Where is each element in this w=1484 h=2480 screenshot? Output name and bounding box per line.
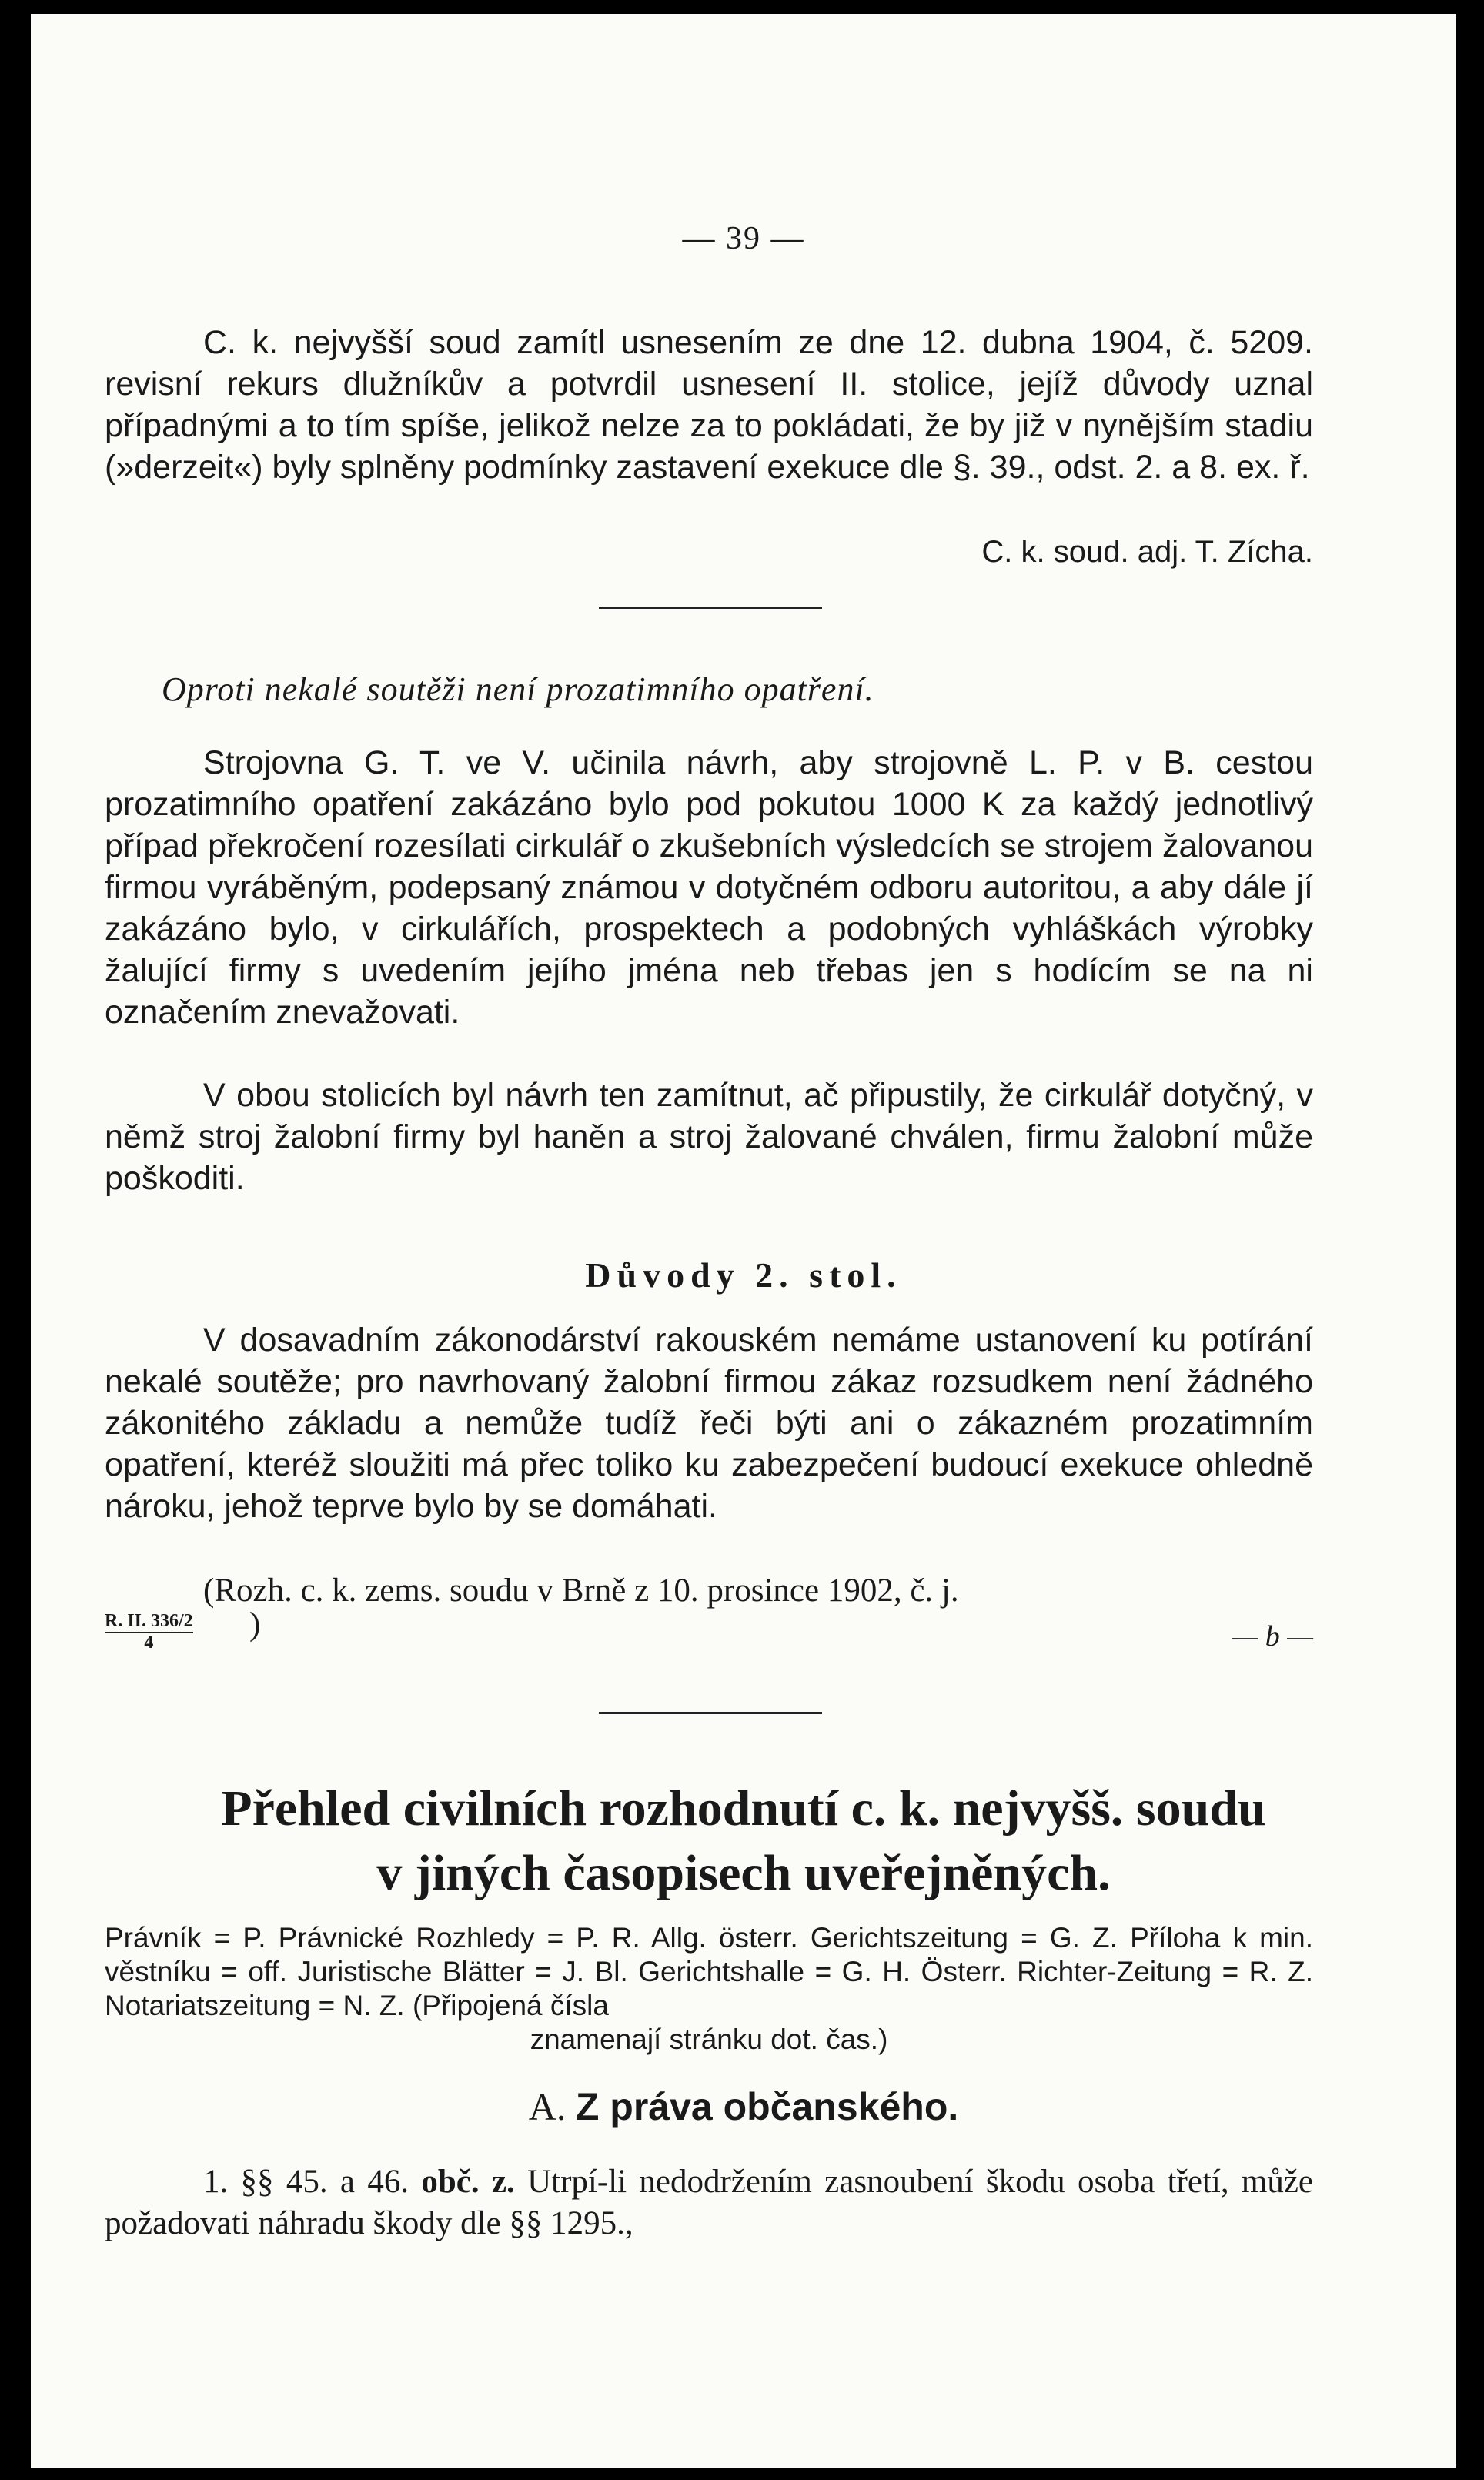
item-1-text: Utrpí-li nedodržením zasnoubení škodu osoba třetí, může požadovati náhradu škody dle §§ 1295., xyxy=(105,2164,1314,2241)
citation-signature: — b — xyxy=(1232,1620,1313,1653)
citation-reference xyxy=(105,1612,193,1652)
reasons-heading: Důvody 2. stol. xyxy=(585,1255,902,1295)
subsection-title: Z práva občanského. xyxy=(575,2085,959,2128)
citation-line: (Rozh. c. k. zems. soudu v Brně z 10. prosince 1902, č. j. xyxy=(203,1573,959,1609)
decision2-lower-courts-paragraph: V obou stolicích byl návrh ten zamítnut, ač připustily, že cirkulář dotyčný, v němž stroj žalobní firmy byl haněn a stroj žalované chválen, firmu žalobní může poškoditi. xyxy=(105,1077,1313,1197)
section-title-line1: Přehled civilních rozhodnutí c. k. nejvyšš. soudu xyxy=(221,1780,1266,1837)
decision1-signature: C. k. soud. adj. T. Zícha. xyxy=(981,535,1313,569)
item-1-code: obč. z. xyxy=(421,2164,515,2200)
subsection-heading xyxy=(31,2084,1456,2129)
reasons-paragraph: V dosavadním zákonodárství rakouském nemáme ustanovení ku potírání nekalé soutěže; pro navrhovaný žalobní firmou zákaz rozsudkem není žádného zákonitého základu a nemůže tudíž řeči býti ani o zákazném prozatimním opatření, kteréž sloužiti má přec toliko ku zabezpečení budoucí exekuce ohledně nároku, jehož teprve bylo by se domáhati. xyxy=(105,1322,1313,1525)
abbreviations-block xyxy=(105,1921,1313,2057)
decision1-paragraph: C. k. nejvyšší soud zamítl usnesením ze dne 12. dubna 1904, č. 5209. revisní rekurs dlužníkův a potvrdil usnesení II. stolice, jejíž důvody uznal případnými a to tím spíše, jelikož nelze za to pokládati, že by již v nynějším stadiu (»derzeit«) byly splněny podmínky zastavení exekuce dle §. 39., odst. 2. a 8. ex. ř. xyxy=(105,324,1313,486)
separator-rule xyxy=(599,607,822,609)
decision2-title: Oproti nekalé soutěži není prozatimního opatření. xyxy=(162,670,874,708)
separator-rule-2 xyxy=(599,1712,822,1714)
abbreviations-text: Právník = P. Právnické Rozhledy = P. R. Allg. österr. Gerichtszeitung = G. Z. Příloha k min. věstníku = off. Juristische Blätter = J. Bl. Gerichtshalle = G. H. Österr. Richter-Zeitung = R. Z. Notariatszeitung = N. Z. (Připojená čísla xyxy=(105,1922,1313,2021)
document-page xyxy=(31,14,1456,2468)
subsection-prefix: A. xyxy=(528,2085,567,2128)
citation-ref-number: R. II. 336/2 xyxy=(105,1612,193,1633)
section-title-line2: v jiných časopisech uveřejněných. xyxy=(376,1845,1111,1901)
item-1-paragraph xyxy=(105,2161,1313,2244)
page-number: — 39 — xyxy=(682,221,805,256)
section-title xyxy=(31,1776,1456,1906)
decision2-facts-paragraph: Strojovna G. T. ve V. učinila návrh, aby strojovně L. P. v B. cestou prozatimního opatření zakázáno bylo pod pokutou 1000 K za každý jednotlivý případ překročení rozesílati cirkulář o zkušebních výsledcích se strojem žalovanou firmou vyráběným, podepsaný známou v dotyčném odboru autoritou, a aby dále jí zakázáno bylo, v cirkulářích, prospektech a podobných vyhláškách výrobky žalující firmy s uvedením jejího jména neb třebas jen s hodícím se na ni označením znevažovati. xyxy=(105,744,1313,1031)
citation-ref-denominator: 4 xyxy=(144,1633,154,1653)
citation-close: ) xyxy=(249,1606,261,1643)
abbreviations-last-line: znamenají stránku dot. čas.) xyxy=(530,2024,888,2055)
item-1-lead: 1. §§ 45. a 46. xyxy=(203,2164,409,2200)
